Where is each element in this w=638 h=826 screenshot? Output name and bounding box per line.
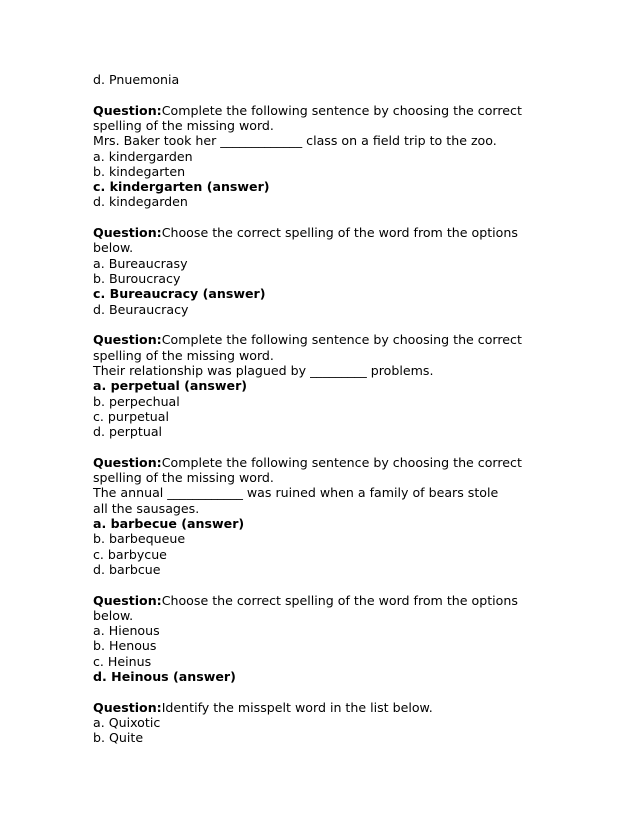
answer-option: c. kindergarten (answer) — [93, 179, 270, 195]
option: d. kindegarden — [93, 194, 188, 210]
option: d. barbcue — [93, 561, 161, 577]
question-prompt-line — [93, 118, 553, 133]
option: d. Beuraucracy — [93, 301, 189, 317]
question-prompt-line — [93, 700, 553, 715]
question-label: Question: — [93, 592, 162, 608]
spacer — [93, 439, 553, 454]
intro-option: d. Pnuemonia — [93, 72, 180, 87]
question-block — [93, 332, 553, 439]
spacer — [93, 577, 553, 592]
question-list — [93, 103, 553, 746]
question-prompt-text: spelling of the missing word. — [93, 470, 274, 486]
question-prompt-line — [93, 332, 553, 347]
spacer — [93, 684, 553, 699]
question-prompt-line — [93, 103, 553, 118]
question-prompt-line — [93, 240, 553, 255]
question-block — [93, 103, 553, 210]
question-prompt-text: Choose the correct spelling of the word from the options — [161, 225, 518, 241]
option: b. Quite — [93, 730, 144, 746]
option: c. barbycue — [93, 546, 167, 562]
question-label: Question: — [93, 102, 162, 118]
option: a. Bureaucrasy — [93, 255, 188, 271]
question-label: Question: — [93, 332, 162, 348]
spacer — [93, 317, 553, 332]
answer-option: c. Bureaucracy (answer) — [93, 286, 266, 302]
question-prompt-text: spelling of the missing word. — [93, 347, 274, 363]
question-prompt-line — [93, 225, 553, 240]
question-sentence-line: Their relationship was plagued by _________ problems. — [93, 362, 434, 378]
question-prompt-text: spelling of the missing word. — [93, 117, 274, 133]
answer-option: a. perpetual (answer) — [93, 378, 248, 394]
question-label: Question: — [93, 225, 162, 241]
question-sentence-line: Mrs. Baker took her _____________ class on a field trip to the zoo. — [93, 133, 497, 149]
question-prompt-text: Complete the following sentence by choosing the correct — [161, 332, 522, 348]
option: d. perptual — [93, 424, 163, 440]
spacer — [93, 210, 553, 225]
question-prompt-text: below. — [93, 607, 134, 623]
question-block — [93, 593, 553, 685]
option: c. Heinus — [93, 653, 152, 669]
question-sentence-line: all the sausages. — [93, 500, 200, 516]
question-sentence-line: The annual ____________ was ruined when a family of bears stole — [93, 485, 499, 501]
question-prompt-text: below. — [93, 240, 134, 256]
question-block — [93, 455, 553, 577]
question-block — [93, 225, 553, 317]
answer-option: d. Heinous (answer) — [93, 669, 236, 685]
option: b. Buroucracy — [93, 271, 181, 287]
option: a. Hienous — [93, 623, 160, 639]
question-prompt-line — [93, 455, 553, 470]
question-prompt-line — [93, 348, 553, 363]
answer-option: a. barbecue (answer) — [93, 515, 245, 531]
question-label: Question: — [93, 699, 162, 715]
question-prompt-line — [93, 608, 553, 623]
option: b. barbequeue — [93, 531, 186, 547]
question-block — [93, 700, 553, 746]
question-prompt-text: Complete the following sentence by choosing the correct — [161, 454, 522, 470]
question-label: Question: — [93, 454, 162, 470]
question-prompt-line — [93, 470, 553, 485]
option: c. purpetual — [93, 408, 169, 424]
question-prompt-text: Choose the correct spelling of the word from the options — [161, 592, 518, 608]
document-page — [93, 72, 553, 746]
question-prompt-text: Identify the misspelt word in the list below. — [161, 699, 433, 715]
option: a. Quixotic — [93, 715, 161, 731]
spacer — [93, 87, 553, 102]
question-prompt-line — [93, 593, 553, 608]
option: b. Henous — [93, 638, 157, 654]
question-prompt-text: Complete the following sentence by choosing the correct — [161, 102, 522, 118]
option: b. kindegarten — [93, 163, 186, 179]
option: b. perpechual — [93, 393, 180, 409]
option: a. kindergarden — [93, 148, 193, 164]
